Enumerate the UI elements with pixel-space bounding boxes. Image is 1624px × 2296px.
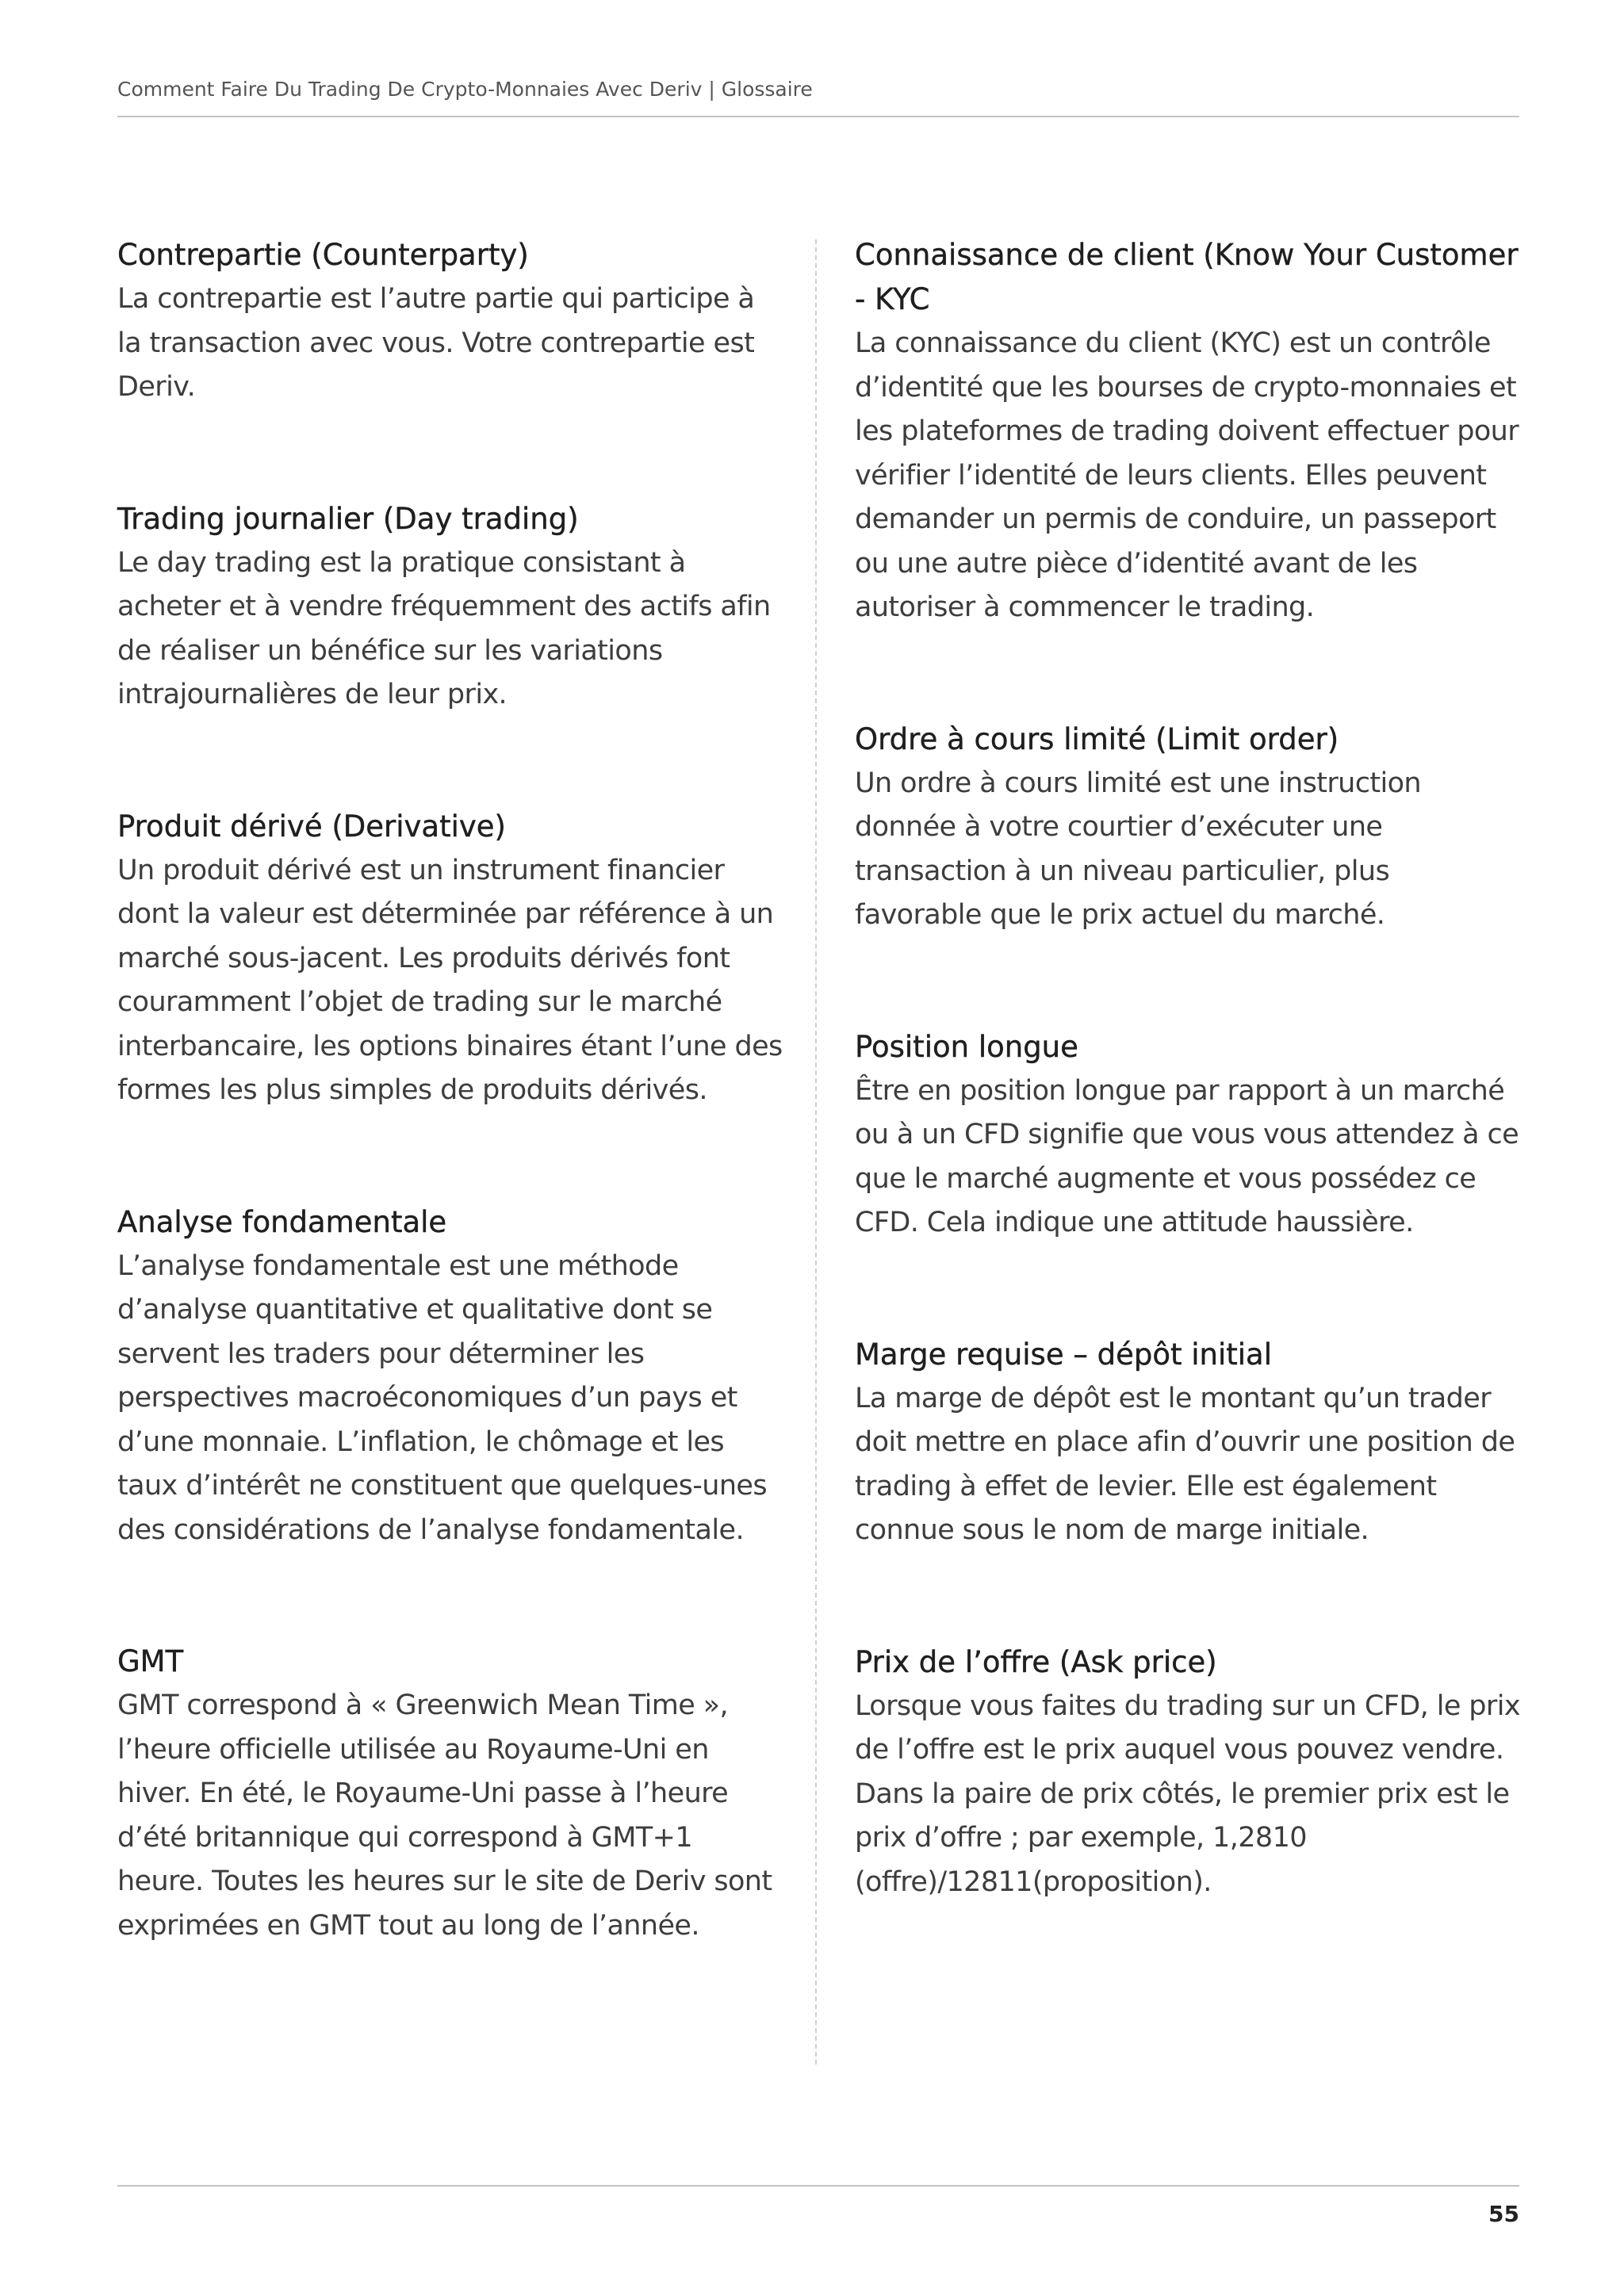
glossary-entry — [855, 1333, 1522, 1553]
glossary-entry — [117, 497, 785, 718]
glossary-definition: L’analyse fondamentale est une méthode d’analyse quantitative et qualitative dont se servent les traders pour déterminer les perspectives macroéconomiques d’un pays et d’une monnaie. L’inflation, le chômage et les taux d’intérêt ne constituent que quelques-unes des considérations de l’analyse fondamentale. — [117, 1249, 767, 1546]
glossary-entry — [117, 233, 785, 410]
glossary-term: Trading journalier (Day trading) — [117, 501, 579, 536]
glossary-definition: GMT correspond à « Greenwich Mean Time », l’heure officielle utilisée au Royaume-Uni en hiver. En été, le Royaume-Uni passe à l’heure d’été britannique qui correspond à GMT+1 heure. Toutes les heures sur le site de Deriv sont exprimées en GMT tout au long de l’année. — [117, 1689, 772, 1942]
glossary-term: Prix de l’offre (Ask price) — [855, 1644, 1217, 1679]
glossary-term: GMT — [117, 1644, 184, 1678]
column-divider — [815, 239, 817, 2064]
glossary-definition: La marge de dépôt est le montant qu’un trader doit mettre en place afin d’ouvrir une position de trading à effet de levier. Elle est également connue sous le nom de marge initiale. — [855, 1382, 1515, 1546]
glossary-entry — [117, 1640, 785, 1948]
glossary-entry — [855, 233, 1522, 630]
glossary-term: Ordre à cours limité (Limit order) — [855, 721, 1339, 756]
glossary-definition: La contrepartie est l’autre partie qui participe à la transaction avec vous. Votre contrepartie est Deriv. — [117, 283, 755, 403]
glossary-term: Produit dérivé (Derivative) — [117, 809, 506, 844]
glossary-term: Position longue — [855, 1029, 1078, 1064]
glossary-definition: La connaissance du client (KYC) est un contrôle d’identité que les bourses de crypto-monnaies et les plateformes de trading doivent effectuer pour vérifier l’identité de leurs clients. Elles peuvent demander un permis de conduire, un passeport ou une autre pièce d’identité avant de les autoriser à commencer le trading. — [855, 327, 1519, 623]
glossary-column-left — [117, 233, 785, 2035]
footer-divider — [117, 2185, 1519, 2187]
glossary-entry — [117, 1200, 785, 1553]
glossary-term: Contrepartie (Counterparty) — [117, 238, 529, 272]
glossary-entry — [117, 805, 785, 1113]
glossary-definition: Être en position longue par rapport à un marché ou à un CFD signifie que vous vous attendez à ce que le marché augmente et vous possédez ce CFD. Cela indique une attitude haussière. — [855, 1074, 1519, 1238]
glossary-definition: Un ordre à cours limité est une instruction donnée à votre courtier d’exécuter une transaction à un niveau particulier, plus favorable que le prix actuel du marché. — [855, 767, 1421, 931]
glossary-entry — [855, 1025, 1522, 1246]
document-title: Comment Faire Du Trading De Crypto-Monnaies Avec Deriv | Glossaire — [117, 78, 813, 101]
page-number: 55 — [1488, 2201, 1519, 2227]
glossary-entry — [855, 718, 1522, 938]
page-header — [117, 73, 1519, 117]
glossary-definition: Un produit dérivé est un instrument financier dont la valeur est déterminée par référence à un marché sous-jacent. Les produits dérivés font couramment l’objet de trading sur le marché interbancaire, les options binaires étant l’une des formes les plus simples de produits dérivés. — [117, 854, 783, 1106]
glossary-term: Marge requise – dépôt initial — [855, 1337, 1273, 1372]
glossary-term: Connaissance de client (Know Your Customer - KYC — [855, 238, 1519, 316]
glossary-term: Analyse fondamentale — [117, 1204, 447, 1239]
glossary-definition: Le day trading est la pratique consistant à acheter et à vendre fréquemment des actifs afin de réaliser un bénéfice sur les variations intrajournalières de leur prix. — [117, 546, 771, 710]
glossary-definition: Lorsque vous faites du trading sur un CFD, le prix de l’offre est le prix auquel vous pouvez vendre. Dans la paire de prix côtés, le premier prix est le prix d’offre ; par exemple, 1,2810 (offre)/12811(proposition). — [855, 1689, 1520, 1898]
glossary-column-right — [855, 233, 1522, 1992]
glossary-entry — [855, 1640, 1522, 1905]
